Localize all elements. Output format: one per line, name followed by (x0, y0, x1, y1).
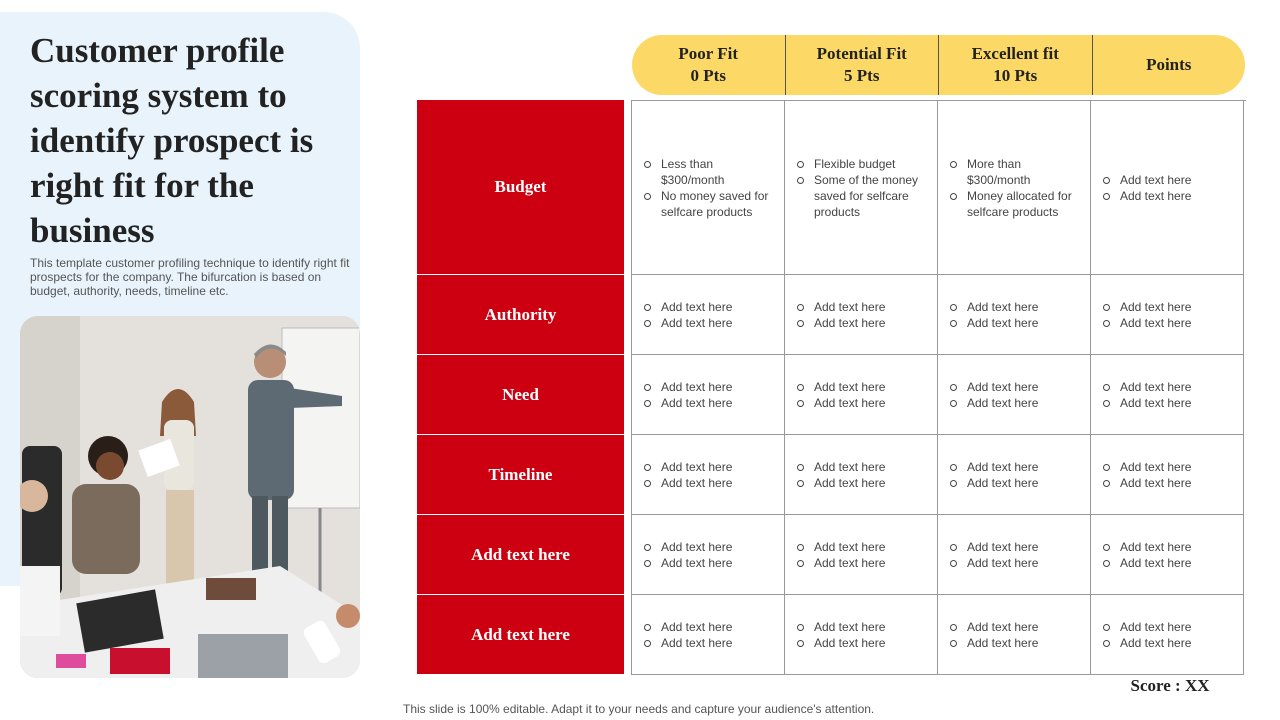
cell-bullet: Add text here (642, 395, 732, 411)
table-cell (1091, 515, 1244, 595)
cell-bullet: Add text here (1101, 299, 1191, 315)
table-row (417, 355, 1246, 435)
cell-bullet: More than $300/month (948, 156, 1082, 188)
row-label: Authority (417, 275, 624, 355)
cell-bullet: Add text here (795, 459, 885, 475)
cell-bullet: Add text here (642, 539, 732, 555)
header-excellent-fit: Excellent fit 10 Pts (938, 35, 1092, 95)
cell-bullet: Add text here (1101, 172, 1191, 188)
cell-bullet: Add text here (948, 299, 1038, 315)
cell-bullet: Add text here (1101, 555, 1191, 571)
cell-bullet: Some of the money saved for selfcare products (795, 172, 929, 220)
table-cell (938, 435, 1091, 515)
row-label: Add text here (417, 595, 624, 675)
cell-bullet: Less than $300/month (642, 156, 776, 188)
table-cell (785, 515, 938, 595)
cell-bullet: Add text here (948, 555, 1038, 571)
cell-bullet: No money saved for selfcare products (642, 188, 776, 220)
row-label: Add text here (417, 515, 624, 595)
cell-bullet: Add text here (795, 539, 885, 555)
footer-note: This slide is 100% editable. Adapt it to your needs and capture your audience's attention. (403, 702, 875, 716)
row-label: Budget (417, 100, 624, 275)
table-row (417, 435, 1246, 515)
cell-bullet: Add text here (948, 459, 1038, 475)
cell-bullet: Add text here (642, 315, 732, 331)
table-cell (1091, 355, 1244, 435)
cell-bullet: Add text here (642, 555, 732, 571)
table-cell (1091, 595, 1244, 675)
cell-bullet: Add text here (948, 539, 1038, 555)
table-cell (632, 101, 785, 275)
cell-bullet: Add text here (1101, 188, 1191, 204)
cell-bullet: Add text here (948, 395, 1038, 411)
slide-title: Customer profile scoring system to identify prospect is right fit for the business (30, 31, 314, 250)
table-row (417, 100, 1246, 275)
cell-bullet: Add text here (1101, 459, 1191, 475)
table-cell (938, 355, 1091, 435)
table-cell (1091, 101, 1244, 275)
cell-bullet: Add text here (1101, 379, 1191, 395)
cell-bullet: Add text here (795, 315, 885, 331)
table-body (417, 100, 1246, 675)
cell-bullet: Add text here (795, 379, 885, 395)
table-row (417, 275, 1246, 355)
table-cell (785, 101, 938, 275)
cell-bullet: Add text here (642, 619, 732, 635)
cell-bullet: Add text here (948, 619, 1038, 635)
cell-bullet: Add text here (795, 555, 885, 571)
header-points: Points (1092, 35, 1246, 95)
cell-bullet: Add text here (948, 475, 1038, 491)
cell-bullet: Add text here (642, 475, 732, 491)
cell-bullet: Add text here (1101, 395, 1191, 411)
cell-bullet: Add text here (642, 299, 732, 315)
cell-bullet: Flexible budget (795, 156, 929, 172)
table-cell (938, 515, 1091, 595)
cell-bullet: Add text here (1101, 539, 1191, 555)
header-poor-fit: Poor Fit 0 Pts (678, 44, 739, 85)
table-cell (938, 595, 1091, 675)
meeting-photo (20, 316, 360, 678)
cell-bullet: Add text here (1101, 635, 1191, 651)
cell-bullet: Add text here (1101, 315, 1191, 331)
cell-bullet: Add text here (795, 395, 885, 411)
table-cell (938, 101, 1091, 275)
cell-bullet: Add text here (948, 315, 1038, 331)
table-row (417, 515, 1246, 595)
table-cell (632, 515, 785, 595)
cell-bullet: Add text here (642, 635, 732, 651)
row-label: Timeline (417, 435, 624, 515)
cell-bullet: Add text here (795, 619, 885, 635)
cell-bullet: Add text here (795, 635, 885, 651)
table-cell (632, 275, 785, 355)
table-cell (785, 595, 938, 675)
cell-bullet: Add text here (642, 379, 732, 395)
cell-bullet: Add text here (948, 635, 1038, 651)
cell-bullet: Add text here (1101, 619, 1191, 635)
score-label: Score : XX (1130, 676, 1210, 695)
table-cell (785, 275, 938, 355)
cell-bullet: Add text here (948, 379, 1038, 395)
table-cell (1091, 275, 1244, 355)
table-cell (632, 595, 785, 675)
header-potential-fit: Potential Fit 5 Pts (785, 35, 939, 95)
table-cell (1091, 435, 1244, 515)
table-cell (785, 435, 938, 515)
cell-bullet: Add text here (795, 475, 885, 491)
cell-bullet: Add text here (642, 459, 732, 475)
cell-bullet: Add text here (795, 299, 885, 315)
table-cell (785, 355, 938, 435)
table-header (632, 35, 1245, 95)
table-cell (632, 435, 785, 515)
cell-bullet: Add text here (1101, 475, 1191, 491)
cell-bullet: Money allocated for selfcare products (948, 188, 1082, 220)
row-label: Need (417, 355, 624, 435)
slide-description: This template customer profiling technique to identify right fit prospects for the company. The bifurcation is based on budget, authority, needs, timeline etc. (30, 256, 350, 298)
table-cell (938, 275, 1091, 355)
table-cell (632, 355, 785, 435)
table-row (417, 595, 1246, 675)
